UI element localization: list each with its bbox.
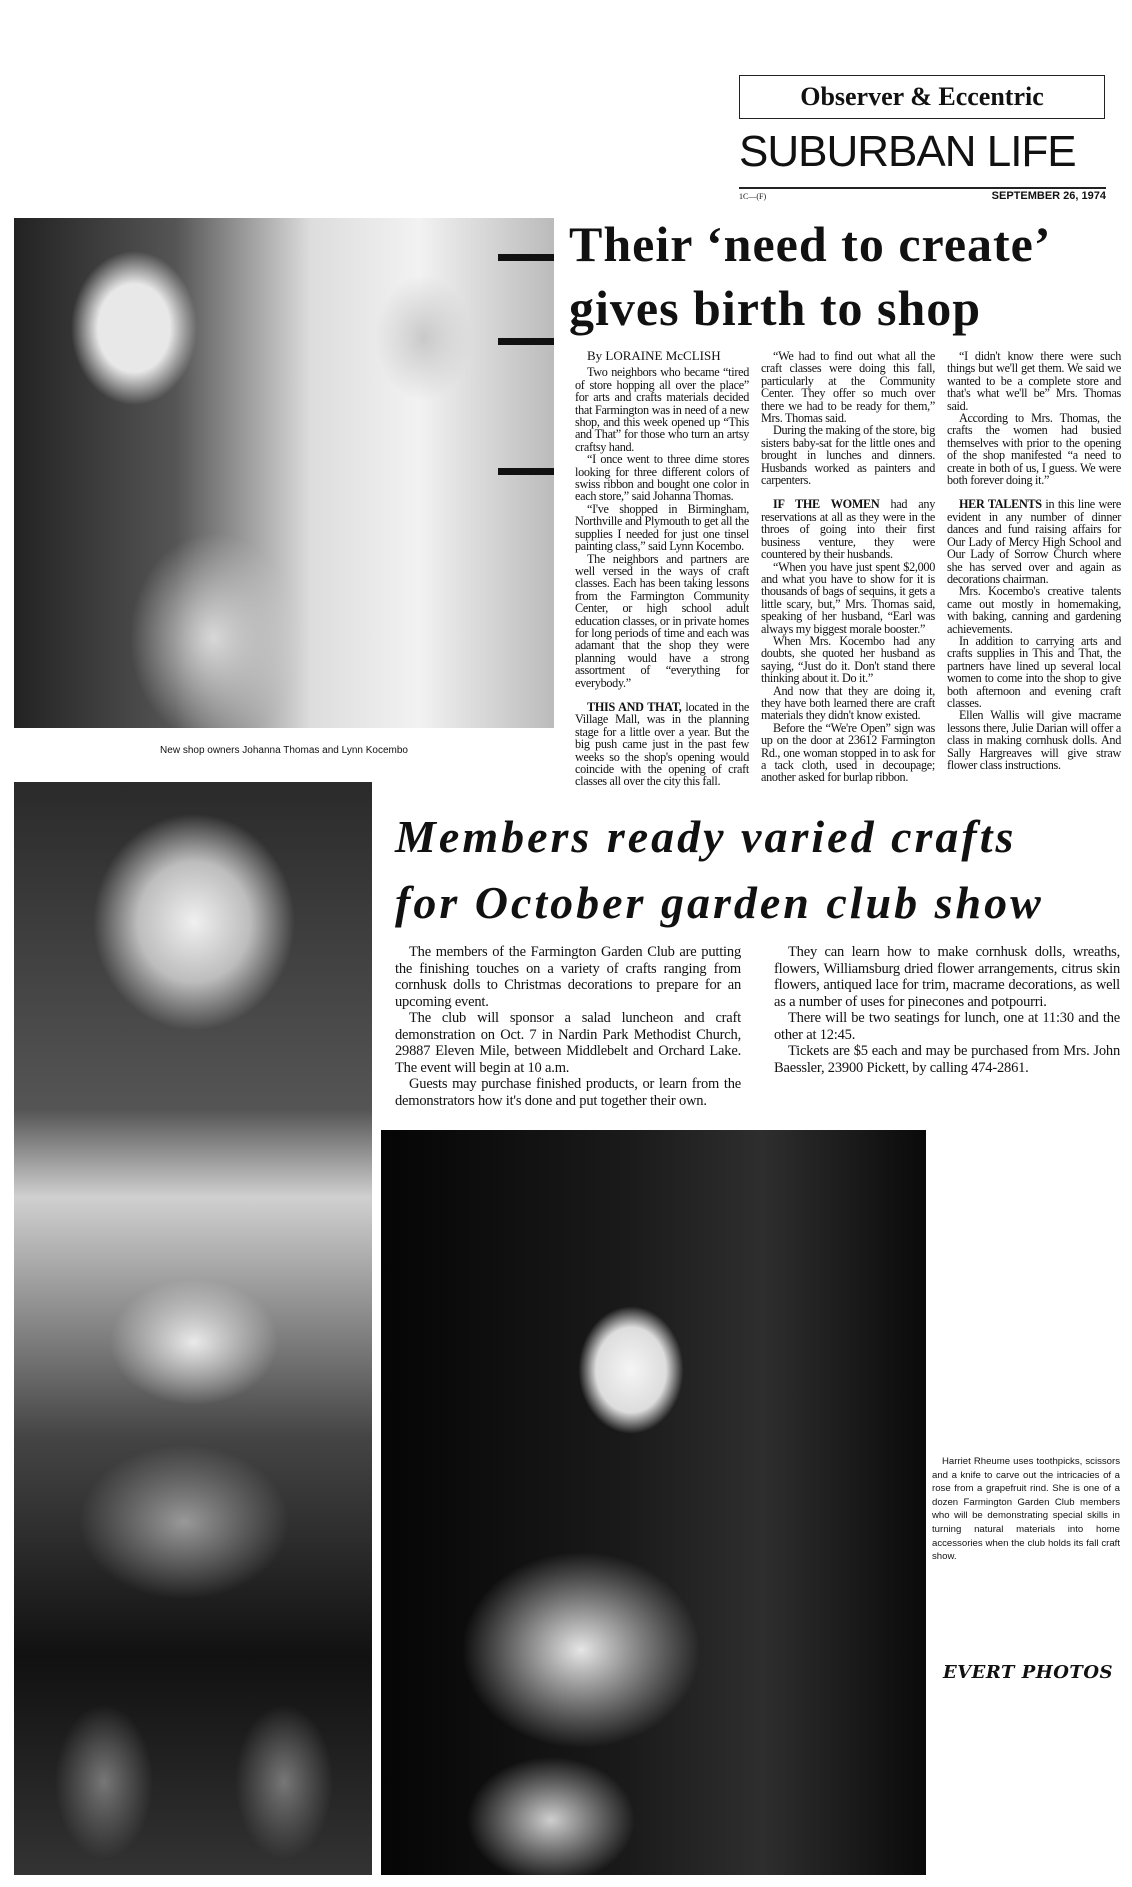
paragraph: The club will sponsor a salad luncheon and craft demonstration on Oct. 7 in Nardin Park Methodist Church, 29887 Eleven Mile, between Middlebelt and Orchard Lake. The event will begin at 10 a.m.: [395, 1010, 741, 1076]
grapefruit-rose-photo: [381, 1130, 926, 1875]
paragraph: “I've shopped in Birmingham, Northville and Plymouth to get all the supplies I needed for just one tinsel painting class,” said Lynn Kocembo.: [575, 501, 749, 554]
photo-bar: [498, 338, 554, 345]
edition-code: 1C—(F): [739, 192, 767, 201]
paragraph: According to Mrs. Thomas, the crafts the women had busied themselves with prior to the opening of the shop manifested “a need to create in both of us, I guess. We were both forever doing it.”: [947, 411, 1121, 488]
run-in-lead: IF THE WOMEN: [773, 497, 880, 512]
paragraph: Before the “We're Open” sign was up on the door at 23612 Farmington Rd., one woman stopped in to ask for a tack cloth, used in decoupage; another asked for burlap ribbon.: [761, 720, 935, 785]
paragraph: “We had to find out what all the craft classes were doing this fall, particularly at the Community Center. They offer so much over there we had to be ready for them,” Mrs. Thomas said.: [761, 349, 935, 426]
paragraph: Ellen Wallis will give macrame lessons there, Julie Darian will offer a class in making cornhusk dolls. And Sally Hargreaves will give straw flower class instructions.: [947, 708, 1121, 772]
paragraph: During the making of the store, big sisters baby-sat for the little ones and brought in lunches and dinners. Husbands worked as painters and carpenters.: [761, 423, 935, 488]
paragraph: In addition to carrying arts and crafts supplies in This and That, the partners have lined up several local women to come into the shop to give both afternoon and evening craft classes.: [947, 633, 1121, 710]
photo-credit: EVERT PHOTOS: [943, 1662, 1114, 1683]
paragraph: And now that they are doing it, they have both learned there are craft materials they didn't know existed.: [761, 683, 935, 723]
photo-bar: [498, 468, 554, 475]
headline: [395, 804, 1125, 936]
photo-bar: [498, 254, 554, 261]
article-column: [761, 350, 935, 784]
paragraph-text: had any reservations at all as they were in the throes of going into their first business venture, they were countered by their husbands.: [761, 497, 935, 562]
paragraph: Tickets are $5 each and may be purchased from Mrs. John Baessler, 23900 Pickett, by calling 474-2861.: [774, 1043, 1120, 1076]
masthead-rule: [739, 187, 1106, 189]
paragraph: Guests may purchase finished products, or learn from the demonstrators how it's done and put together their own.: [395, 1076, 741, 1109]
article-column: [774, 944, 1120, 1076]
paragraph: [947, 498, 1121, 585]
paragraph-text: in this line were evident in any number of dinner dances and fund raising affairs for Our Lady of Mercy High School and Our Lady of Sorrow Church where she has served over and again as decorations chairman.: [947, 497, 1121, 586]
paragraph: “When you have just spent $2,000 and what you have to show for it is thousands of bags of sequins, it gets a little scary, but,” Mrs. Thomas said, speaking of her husband, “Earl was always my biggest morale booster.”: [761, 559, 935, 636]
headline-line: Their ‘need to create’: [569, 216, 1052, 272]
headline-line: gives birth to shop: [569, 280, 982, 336]
run-in-lead: HER TALENTS: [959, 497, 1042, 512]
article-column: [395, 944, 741, 1109]
headline: [569, 212, 1129, 340]
photo-caption: Harriet Rheume uses toothpicks, scissors and a knife to carve out the intricacies of a rose from a grapefruit rind. She is one of a dozen Farmington Garden Club members who will be demonstrating special skills in turning natural materials into home accessories when the club holds its fall craft show.: [932, 1456, 1120, 1563]
headline-line: Members ready varied crafts: [395, 811, 1017, 862]
paragraph: The neighbors and partners are well versed in the ways of craft classes. Each has been taking lessons from the Farmington Community Center, or high school adult education classes, or in private homes for long periods of time and each was adamant that the shop they were planning would have a strong assortment of “everything for everybody.”: [575, 551, 749, 690]
shop-owners-photo: [14, 218, 554, 728]
masthead-logo: Observer & Eccentric: [739, 75, 1105, 119]
paragraph: “I didn't know there were such things but we'll get them. We said we wanted to be a complete store and that's what we'll be” Mrs. Thomas said.: [947, 349, 1121, 413]
paragraph: The members of the Farmington Garden Club are putting the finishing touches on a variety of crafts ranging from cornhusk dolls to Christmas decorations to prepare for an upcoming event.: [395, 944, 741, 1010]
photo-caption: New shop owners Johanna Thomas and Lynn Kocembo: [160, 745, 408, 756]
crafts-photo-stack: [14, 782, 372, 1875]
paragraph: [575, 701, 749, 788]
paragraph: Two neighbors who became “tired of store hopping all over the place” for arts and crafts materials decided that Farmington was in need of a new shop, and this week opened up “This and That” for those who turn an artsy craftsy hand.: [575, 365, 749, 454]
paragraph: [761, 498, 935, 560]
run-in-lead: THIS AND THAT,: [587, 699, 682, 714]
paragraph: When Mrs. Kocembo had any doubts, she quoted her husband as saying, “Just do it. Don't stand there thinking about it. Do it.”: [761, 633, 935, 686]
paragraph-text: located in the Village Mall, was in the planning stage for a little over a year. But the big push came just in the past few weeks so the shop's opening would coincide with the opening of craft classes all over the city this fall.: [575, 699, 750, 789]
issue-date: SEPTEMBER 26, 1974: [991, 190, 1106, 202]
paragraph: “I once went to three dime stores looking for three different colors of swiss ribbon and bought one color in each store,” said Johanna Thomas.: [575, 452, 749, 504]
article-column: [947, 350, 1121, 771]
headline-line: for October garden club show: [395, 877, 1044, 928]
article-column: [575, 350, 749, 788]
paragraph: There will be two seatings for lunch, one at 11:30 and the other at 12:45.: [774, 1010, 1120, 1043]
paragraph: They can learn how to make cornhusk dolls, wreaths, flowers, Williamsburg dried flower arrangements, citrus skin flowers, antiqued lace for trim, macrame decorations, as well as a number of uses for pinecones and potpourri.: [774, 944, 1120, 1010]
byline: By LORAINE McCLISH: [587, 348, 721, 363]
section-title: SUBURBAN LIFE: [739, 127, 1076, 176]
paragraph: Mrs. Kocembo's creative talents came out mostly in homemaking, with baking, canning and gardening achievements.: [947, 584, 1121, 636]
